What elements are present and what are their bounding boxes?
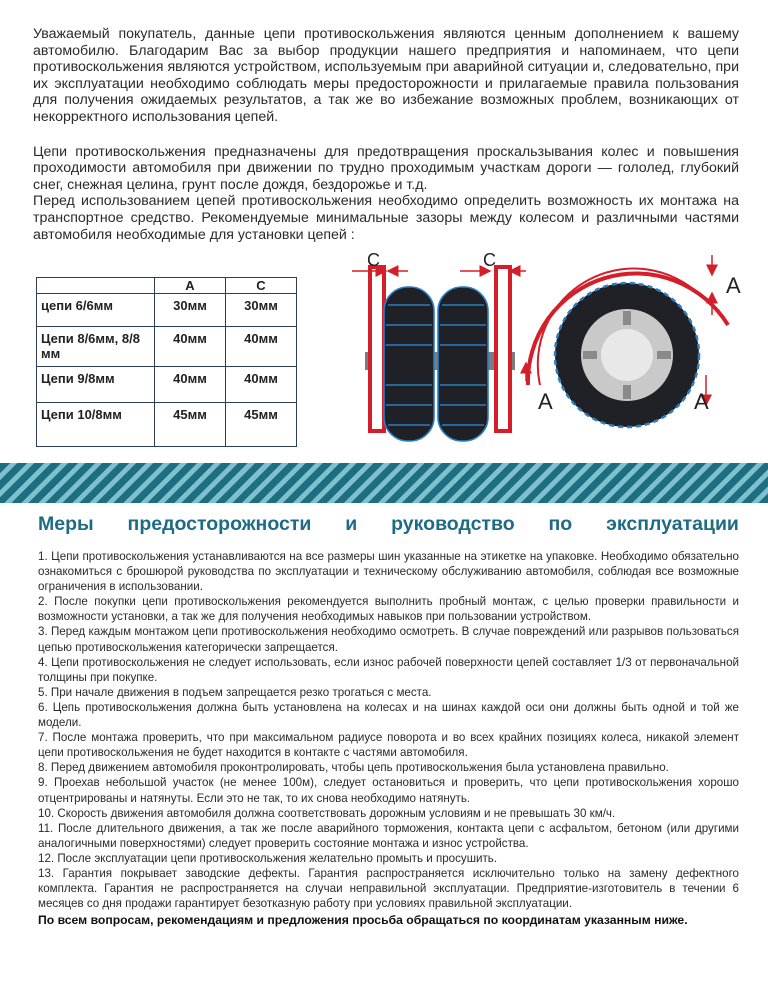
table-row: [37, 367, 297, 403]
table-header-row: [37, 278, 297, 294]
label-c-right: C: [483, 250, 496, 270]
tire-right: [438, 287, 488, 441]
rule-item: 8. Перед движением автомобиля проконтролировать, чтобы цепь противоскольжения была установлена правильно.: [38, 761, 669, 775]
label-a-top: A: [726, 273, 741, 298]
table-cell-c: 40мм: [226, 367, 297, 403]
section-title: [38, 513, 739, 536]
rule-item: 3. Перед каждым монтажом цепи противоскольжения необходимо осмотреть. В случае повреждений или разрывов пользоваться цепью противоскольжения категорически запрещается.: [38, 625, 739, 654]
section-title-word: по: [548, 513, 573, 535]
table-cell-a: 40мм: [155, 327, 226, 367]
rule-item: 9. Проехав небольшой участок (не менее 100м), следует остановиться и проверить, что цепи противоскольжения хорошо отцентрированы и натянуты. Если это не так, то их снова необходимо натянуть.: [38, 776, 739, 805]
rule-item: 10. Скорость движения автомобиля должна соответствовать дорожным условиям и не превышать 30 км/ч.: [38, 806, 616, 820]
label-c-left: C: [367, 250, 380, 270]
rule-item: 2. После покупки цепи противоскольжения рекомендуется выполнить пробный монтаж, с целью проверки правильности и возможности установки, а так же для получения необходимых навыков при пользовании устройством.: [38, 595, 739, 624]
rule-item: 4. Цепи противоскольжения не следует использовать, если износ рабочей поверхности цепей составляет 1/3 от первоначальной толщины при покупке.: [38, 655, 739, 684]
rule-item: 11. После длительного движения, а так же после аварийного торможения, контакта цепи с асфальтом, бетоном (или другими аналогичными поверхностями) следует проверить состояние монтажа и износ устройства.: [38, 821, 739, 850]
table-header-c: C: [226, 278, 297, 294]
clearance-diagram: [340, 245, 750, 445]
label-a-right: A: [694, 389, 709, 414]
intro-text: [33, 26, 739, 243]
table-cell-a: 40мм: [155, 367, 226, 403]
table-row: [37, 403, 297, 447]
table-header-a: A: [155, 278, 226, 294]
rule-item: 5. При начале движения в подъем запрещается резко трогаться с места.: [38, 685, 432, 699]
rules-list: [38, 549, 739, 911]
table-row: [37, 294, 297, 327]
section-title-word: и: [345, 513, 358, 535]
table-cell-label: Цепи 9/8мм: [37, 367, 155, 403]
table-row: [37, 327, 297, 367]
table-cell-c: 45мм: [226, 403, 297, 447]
section-title-word: Меры: [38, 513, 94, 535]
table-cell-label: Цепи 8/6мм, 8/8 мм: [37, 327, 155, 367]
tire-left: [384, 287, 434, 441]
rule-item: 7. После монтажа проверить, что при максимальном радиусе поворота и во всех крайних позициях колеса, никакой элемент цепи противоскольжения не будет находится в контакте с частями автомобиля.: [38, 731, 739, 760]
clearance-table: [36, 277, 297, 447]
table-header-empty: [37, 278, 155, 294]
rule-item: 13. Гарантия покрывает заводские дефекты. Гарантия распространяется исключительно только на замену дефектного комплекта. Гарантия не распространяется на случаи неправильной эксплуатации. Предприятие-изготовитель в течении 6 месяцев со дня продажи гарантирует безотказную работу при условиях правильной эксплуатации.: [38, 866, 739, 911]
table-cell-a: 45мм: [155, 403, 226, 447]
intro-paragraph-1: Уважаемый покупатель, данные цепи противоскольжения являются ценным дополнением к вашему автомобилю. Благодарим Вас за выбор продукции нашего предприятия и напоминаем, что цепи противоскольжения являются устройством, используемым при аварийной ситуации и, следовательно, при их эксплуатации необходимо соблюдать меры предосторожности и прилагаемые правила пользования для получения ожидаемых результатов, а так же во избежание возможных проблем, возникающих от некорректного использования цепей.: [33, 26, 739, 125]
table-cell-c: 40мм: [226, 327, 297, 367]
intro-paragraph-3: Перед использованием цепей противоскольжения необходимо определить возможность их монтажа на транспортное средство. Рекомендуемые минимальные зазоры между колесом и различными частями автомобиля необходимые для установки цепей :: [33, 193, 739, 243]
contact-note: По всем вопросам, рекомендациям и предложения просьба обращаться по координатам указанным ниже.: [38, 913, 688, 927]
table-cell-a: 30мм: [155, 294, 226, 327]
decorative-stripe-band: [0, 463, 768, 503]
rule-item: 1. Цепи противоскольжения устанавливаются на все размеры шин указанные на этикетке на упаковке. Необходимо обязательно ознакомиться с брошюрой руководства по эксплуатации и техническому обслуживанию автомобиля, соблюдая все возможные ограничения в использовании.: [38, 550, 739, 594]
label-a-left: A: [538, 389, 553, 414]
rule-item: 12. После эксплуатации цепи противоскольжения желательно промыть и просушить.: [38, 851, 498, 865]
tire-side-view: [352, 250, 526, 441]
table-cell-label: Цепи 10/8мм: [37, 403, 155, 447]
rule-item: 6. Цепь противоскольжения должна быть установлена на колесах и на шинах каждой оси они должны быть одной и той же модели.: [38, 700, 739, 730]
table-cell-c: 30мм: [226, 294, 297, 327]
section-title-word: руководство: [391, 513, 515, 535]
section-title-word: предосторожности: [127, 513, 312, 535]
wheel-front-view: [526, 255, 741, 427]
section-title-word: эксплуатации: [606, 513, 739, 535]
intro-paragraph-2: Цепи противоскольжения предназначены для предотвращения проскальзывания колес и повышения проходимости автомобиля при движении по трудно проходимым участкам дороги — гололед, глубокий снег, снежная целина, грунт после дождя, бездорожье и т.д.: [33, 143, 739, 193]
table-cell-label: цепи 6/6мм: [37, 294, 155, 327]
